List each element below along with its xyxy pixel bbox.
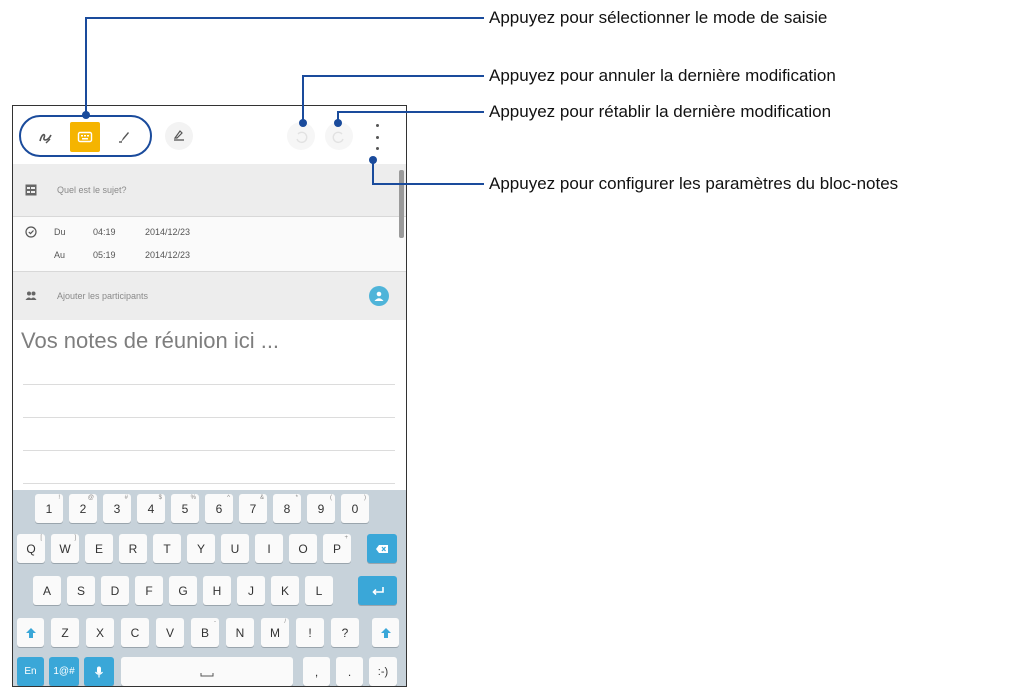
microphone-icon bbox=[92, 665, 106, 679]
key-a[interactable]: A bbox=[33, 576, 61, 605]
ruled-line bbox=[23, 483, 395, 484]
notes-app-screen bbox=[12, 105, 407, 687]
key-secondary-char: ! bbox=[58, 495, 60, 501]
key-r[interactable]: R bbox=[119, 534, 147, 563]
key-b[interactable]: B - bbox=[191, 618, 219, 647]
key-secondary-char: ) bbox=[364, 495, 366, 501]
key-j[interactable]: J bbox=[237, 576, 265, 605]
key-8[interactable]: 8 * bbox=[273, 494, 301, 523]
key-2[interactable]: 2 @ bbox=[69, 494, 97, 523]
key-6[interactable]: 6 ^ bbox=[205, 494, 233, 523]
subject-row[interactable] bbox=[13, 164, 406, 217]
key-e[interactable]: E bbox=[85, 534, 113, 563]
symbols-key[interactable]: 1@# bbox=[49, 657, 79, 686]
key-5[interactable]: 5 % bbox=[171, 494, 199, 523]
ruled-line bbox=[23, 417, 395, 418]
key-1[interactable]: 1 ! bbox=[35, 494, 63, 523]
from-label: Du bbox=[54, 227, 66, 237]
key-n[interactable]: N bbox=[226, 618, 254, 647]
on-screen-keyboard bbox=[13, 490, 406, 687]
key-secondary-char: % bbox=[190, 495, 196, 501]
more-options-button[interactable] bbox=[367, 124, 387, 150]
key-k[interactable]: K bbox=[271, 576, 299, 605]
notes-placeholder[interactable]: Vos notes de réunion ici ... bbox=[21, 328, 280, 353]
ruled-line bbox=[23, 450, 395, 451]
key-secondary-char: # bbox=[124, 495, 128, 501]
key-3[interactable]: 3 # bbox=[103, 494, 131, 523]
callout-undo: Appuyez pour annuler la dernière modification bbox=[489, 66, 836, 85]
callout-redo: Appuyez pour rétablir la dernière modification bbox=[489, 102, 832, 121]
key-secondary-char: - bbox=[214, 619, 216, 625]
subject-input[interactable]: Quel est le sujet? bbox=[57, 185, 127, 195]
shift-key-right[interactable] bbox=[372, 618, 399, 647]
callout-settings: Appuyez pour configurer les paramètres du bloc-notes bbox=[489, 174, 899, 193]
participants-row[interactable] bbox=[13, 272, 406, 320]
key-z[interactable]: Z bbox=[51, 618, 79, 647]
from-date[interactable]: 2014/12/23 bbox=[145, 227, 191, 237]
shift-icon bbox=[379, 626, 393, 640]
key-w[interactable]: W ] bbox=[51, 534, 79, 563]
undo-button[interactable] bbox=[287, 122, 315, 150]
key-i[interactable]: I bbox=[255, 534, 283, 563]
redo-button[interactable] bbox=[325, 122, 353, 150]
scrollbar[interactable] bbox=[399, 170, 404, 238]
key-4[interactable]: 4 $ bbox=[137, 494, 165, 523]
key-secondary-char: / bbox=[284, 619, 286, 625]
key-m[interactable]: M / bbox=[261, 618, 289, 647]
person-icon bbox=[373, 290, 385, 302]
emoticon-key[interactable]: :-) bbox=[369, 657, 397, 686]
key-t[interactable]: T bbox=[153, 534, 181, 563]
menu-dot bbox=[376, 147, 379, 150]
menu-dot bbox=[376, 124, 379, 127]
key-9[interactable]: 9 ( bbox=[307, 494, 335, 523]
to-date[interactable]: 2014/12/23 bbox=[145, 250, 191, 260]
input-mode-highlight bbox=[19, 115, 152, 157]
space-key[interactable] bbox=[121, 657, 293, 686]
sign-button[interactable] bbox=[165, 122, 193, 150]
key-0[interactable]: 0 ) bbox=[341, 494, 369, 523]
key-secondary-char: * bbox=[295, 495, 298, 501]
add-participant-button[interactable] bbox=[369, 286, 389, 306]
participants-input[interactable]: Ajouter les participants bbox=[57, 291, 149, 301]
shift-icon bbox=[24, 626, 38, 640]
key-![interactable]: ! bbox=[296, 618, 324, 647]
voice-key[interactable] bbox=[84, 657, 114, 686]
key-7[interactable]: 7 & bbox=[239, 494, 267, 523]
period-key[interactable]: . bbox=[336, 657, 363, 686]
undo-icon bbox=[293, 128, 309, 144]
key-u[interactable]: U bbox=[221, 534, 249, 563]
to-label: Au bbox=[54, 250, 66, 260]
enter-icon bbox=[371, 584, 385, 598]
key-?[interactable]: ? bbox=[331, 618, 359, 647]
key-d[interactable]: D bbox=[101, 576, 129, 605]
key-secondary-char: ] bbox=[74, 535, 76, 541]
key-s[interactable]: S bbox=[67, 576, 95, 605]
language-key[interactable]: En bbox=[17, 657, 44, 686]
redo-icon bbox=[331, 128, 347, 144]
backspace-key[interactable] bbox=[367, 534, 397, 563]
participants-icon bbox=[25, 290, 37, 302]
menu-dot bbox=[376, 136, 379, 139]
notes-area[interactable] bbox=[13, 320, 406, 490]
key-secondary-char: [ bbox=[40, 535, 42, 541]
key-h[interactable]: H bbox=[203, 576, 231, 605]
key-y[interactable]: Y bbox=[187, 534, 215, 563]
key-v[interactable]: V bbox=[156, 618, 184, 647]
key-secondary-char: ^ bbox=[227, 495, 230, 501]
key-g[interactable]: G bbox=[169, 576, 197, 605]
callout-line-input-mode bbox=[86, 18, 484, 115]
enter-key[interactable] bbox=[358, 576, 397, 605]
key-p[interactable]: P + bbox=[323, 534, 351, 563]
shift-key-left[interactable] bbox=[17, 618, 44, 647]
to-time[interactable]: 05:19 bbox=[93, 250, 116, 260]
space-icon bbox=[193, 665, 221, 679]
key-secondary-char: @ bbox=[87, 495, 94, 501]
date-time-row bbox=[13, 217, 406, 272]
key-q[interactable]: Q [ bbox=[17, 534, 45, 563]
subject-icon bbox=[25, 184, 37, 196]
key-secondary-char: & bbox=[259, 495, 264, 501]
key-l[interactable]: L bbox=[305, 576, 333, 605]
key-secondary-char: $ bbox=[158, 495, 162, 501]
key-secondary-char: + bbox=[344, 535, 348, 541]
key-x[interactable]: X bbox=[86, 618, 114, 647]
key-f[interactable]: F bbox=[135, 576, 163, 605]
key-c[interactable]: C bbox=[121, 618, 149, 647]
from-time[interactable]: 04:19 bbox=[93, 227, 116, 237]
key-o[interactable]: O bbox=[289, 534, 317, 563]
callout-input-mode: Appuyez pour sélectionner le mode de saisie bbox=[489, 8, 828, 27]
comma-key[interactable]: , bbox=[303, 657, 330, 686]
signature-icon bbox=[171, 128, 187, 144]
ruled-line bbox=[23, 384, 395, 385]
backspace-icon bbox=[375, 542, 389, 556]
key-secondary-char: ( bbox=[330, 495, 332, 501]
clock-icon bbox=[25, 226, 37, 238]
